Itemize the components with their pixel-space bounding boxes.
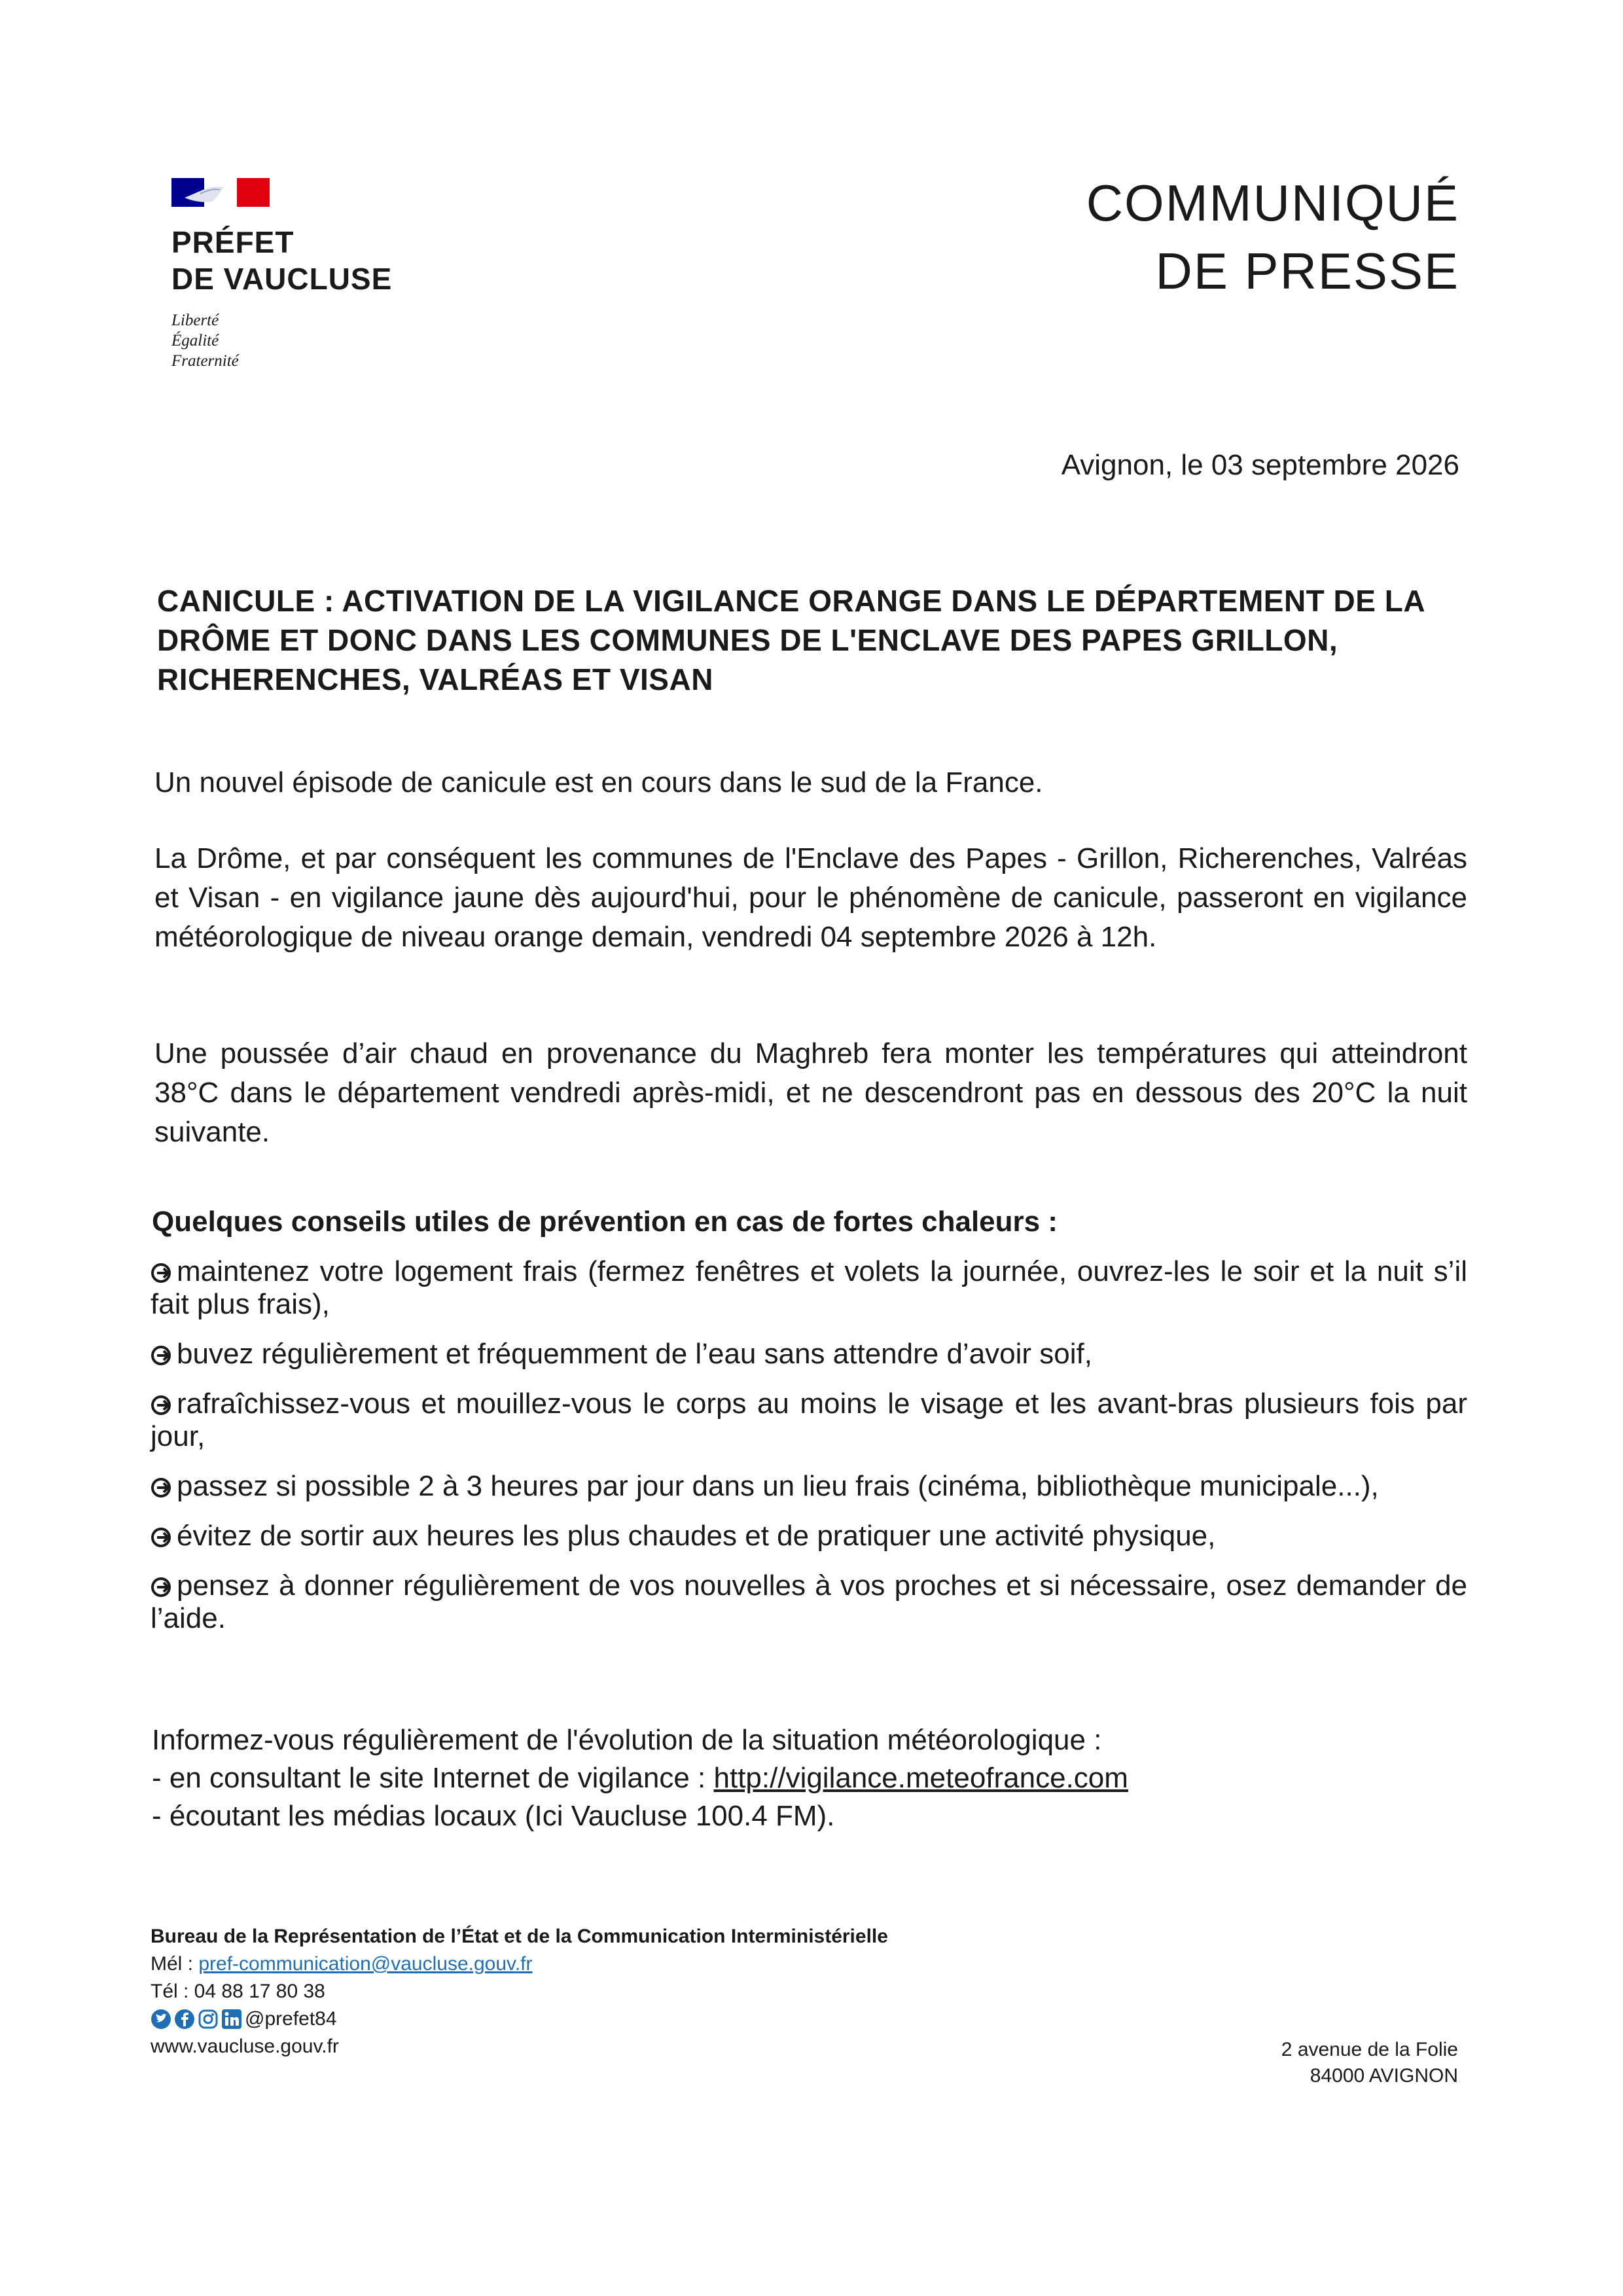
address-line-2: 84000 AVIGNON	[1310, 2065, 1458, 2087]
motto-liberte: Liberté	[171, 312, 219, 329]
mail-label: Mél :	[151, 1953, 199, 1975]
document-type	[1086, 169, 1459, 305]
information-block	[152, 1721, 1395, 1835]
footer-contact	[151, 1923, 888, 2060]
arrow-bullet-icon	[151, 1527, 174, 1548]
social-links	[151, 2005, 888, 2033]
advice-list	[151, 1255, 1467, 1652]
linkedin-icon[interactable]	[221, 2009, 242, 2030]
issuer-line-2: DE VAUCLUSE	[171, 262, 393, 296]
advice-text: pensez à donner régulièrement de vos nouvelles à vos proches et si nécessaire, osez demander de l’aide.	[151, 1570, 1467, 1634]
vigilance-paragraph: La Drôme, et par conséquent les communes de l'Enclave des Papes - Grillon, Richerenches, Valréas et Visan - en vigilance jaune dès aujourd'hui, pour le phénomène de canicule, passeront en vigilance météorologique de niveau orange demain, vendredi 04 septembre 2026 à 12h.	[154, 842, 1467, 953]
issuer-name	[171, 224, 512, 297]
footer-mail-line	[151, 1950, 888, 1978]
postal-address	[1281, 2037, 1458, 2089]
arrow-bullet-icon	[151, 1577, 174, 1598]
footer-website[interactable]: www.vaucluse.gouv.fr	[151, 2036, 339, 2057]
info-radio-line: - écoutant les médias locaux (Ici Vaucluse 100.4 FM).	[152, 1800, 835, 1832]
motto-egalite: Égalité	[171, 332, 219, 350]
place-and-date: Avignon, le 03 septembre 2026	[1061, 449, 1459, 481]
instagram-icon[interactable]	[198, 2009, 219, 2030]
temperature-paragraph: Une poussée d’air chaud en provenance du Maghreb fera monter les températures qui atteindront 38°C dans le département vendredi après-midi, et ne descendront pas en dessous des 20°C la nuit suivante.	[154, 1037, 1467, 1148]
email-link[interactable]: pref-communication@vaucluse.gouv.fr	[198, 1953, 533, 1975]
issuer-line-1: PRÉFET	[171, 225, 294, 259]
republic-motto	[171, 310, 512, 371]
arrow-bullet-icon	[151, 1395, 174, 1416]
intro-paragraph: Un nouvel épisode de canicule est en cours dans le sud de la France.	[154, 766, 1043, 798]
press-release-title: CANICULE : ACTIVATION DE LA VIGILANCE ORANGE DANS LE DÉPARTEMENT DE LA DRÔME ET DONC DANS LES COMMUNES DE L'ENCLAVE DES PAPES GRILLON, RICHERENCHES, VALRÉAS ET VISAN	[157, 584, 1425, 696]
doc-type-line-2: DE PRESSE	[1155, 242, 1459, 300]
doc-type-line-1: COMMUNIQUÉ	[1086, 174, 1459, 232]
advice-item	[151, 1570, 1467, 1635]
advice-item	[151, 1255, 1467, 1321]
footer-phone: Tél : 04 88 17 80 38	[151, 1981, 325, 2002]
motto-fraternite: Fraternité	[171, 352, 239, 370]
advice-text: maintenez votre logement frais (fermez fenêtres et volets la journée, ouvrez-les le soir et la nuit s’il fait plus frais),	[151, 1255, 1467, 1320]
arrow-bullet-icon	[151, 1345, 174, 1366]
footer-office: Bureau de la Représentation de l’État et de la Communication Interministérielle	[151, 1926, 888, 1947]
advice-item	[151, 1338, 1467, 1371]
arrow-bullet-icon	[151, 1263, 174, 1283]
advice-text: évitez de sortir aux heures les plus chaudes et de pratiquer une activité physique,	[177, 1520, 1216, 1552]
info-intro: Informez-vous régulièrement de l'évolution de la situation météorologique :	[152, 1724, 1102, 1756]
marianne-flag-icon	[171, 178, 270, 207]
advice-text: buvez régulièrement et fréquemment de l’eau sans attendre d’avoir soif,	[177, 1338, 1092, 1370]
advice-item	[151, 1520, 1467, 1552]
arrow-bullet-icon	[151, 1477, 174, 1498]
advice-item	[151, 1388, 1467, 1453]
facebook-icon[interactable]	[174, 2009, 195, 2030]
advice-text: passez si possible 2 à 3 heures par jour dans un lieu frais (cinéma, bibliothèque municipale...),	[177, 1470, 1379, 1502]
twitter-icon[interactable]	[151, 2009, 171, 2030]
advice-text: rafraîchissez-vous et mouillez-vous le corps au moins le visage et les avant-bras plusieurs fois par jour,	[151, 1388, 1467, 1452]
address-line-1: 2 avenue de la Folie	[1281, 2039, 1458, 2060]
advice-heading: Quelques conseils utiles de prévention en cas de fortes chaleurs :	[152, 1206, 1058, 1238]
prefecture-logo-block	[171, 178, 512, 371]
advice-item	[151, 1470, 1467, 1503]
social-handle: @prefet84	[245, 2008, 337, 2030]
info-website-prefix: - en consultant le site Internet de vigilance :	[152, 1762, 714, 1794]
vigilance-link[interactable]: http://vigilance.meteofrance.com	[713, 1762, 1128, 1794]
info-website-line	[152, 1759, 1395, 1797]
